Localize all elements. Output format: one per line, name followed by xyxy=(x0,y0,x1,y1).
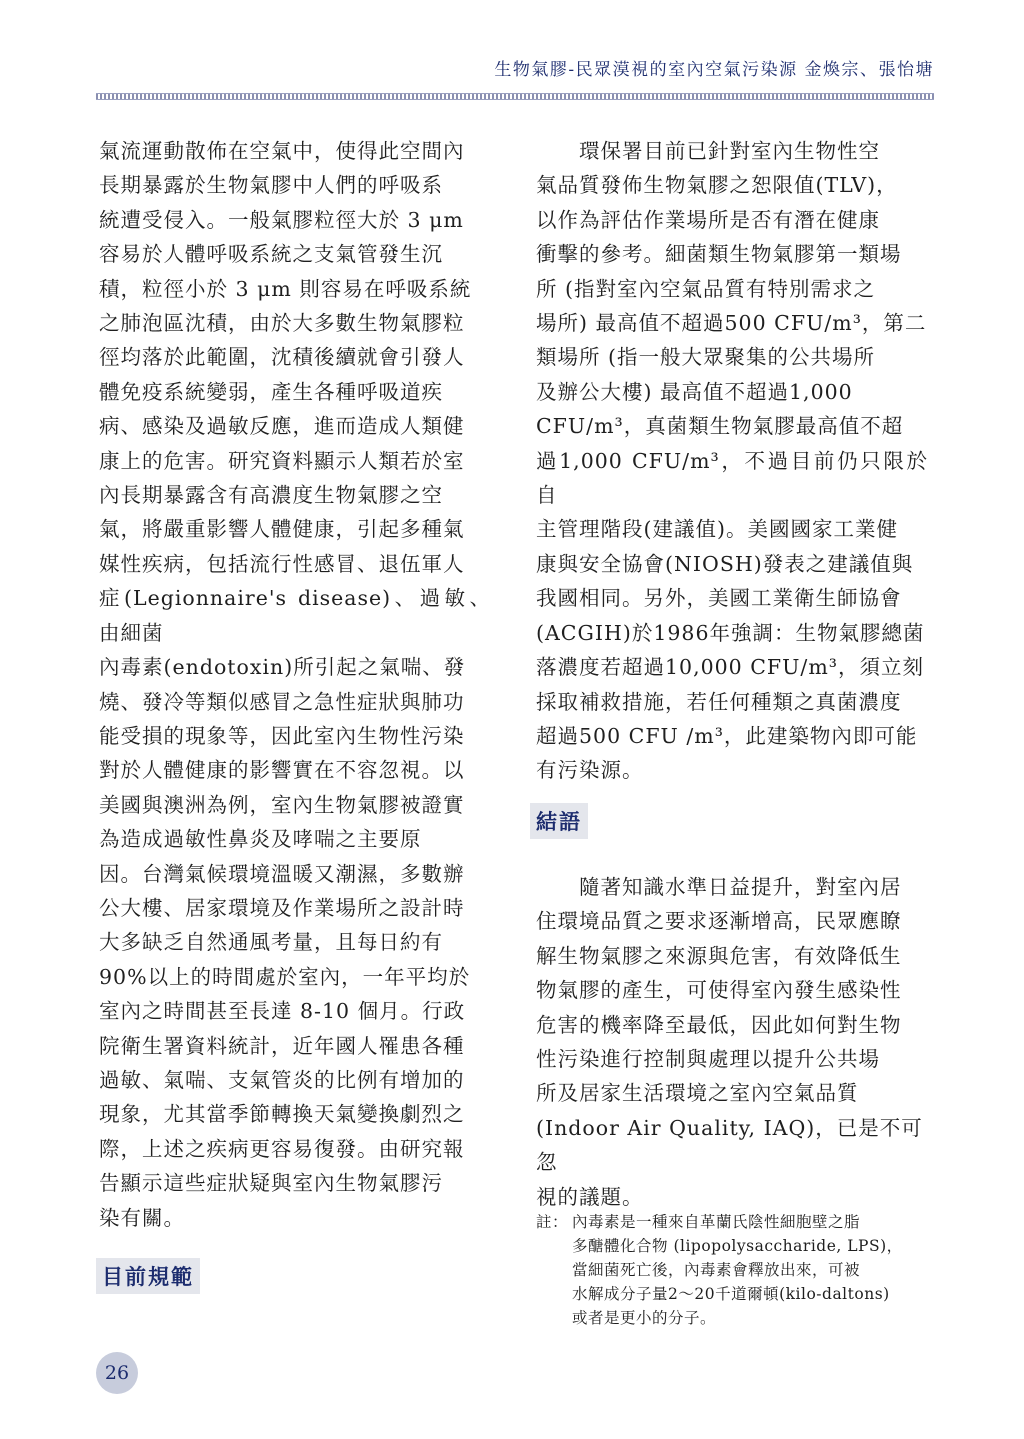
footnote-label: 註： xyxy=(536,1213,569,1231)
right-column xyxy=(536,134,928,788)
running-header: 生物氣膠-民眾漠視的室內空氣污染源 金煥宗、張怡塘 xyxy=(494,60,934,80)
header-divider xyxy=(96,93,934,100)
footnote xyxy=(536,1210,936,1330)
page-number: 26 xyxy=(104,1362,130,1384)
right-column-body: 環保署目前已針對室內生物性空 氣品質發佈生物氣膠之恕限值(TLV)， 以作為評估作業場所是否有潛在健康 衝擊的參考。細菌類生物氣膠第一類場 所 (指對室內空氣品質有特別需求之 場所) 最高值不超過500 CFU/m³，第二 類場所 (指一般大眾聚集的公共場所 及辦公大樓) 最高值不超過1,000 CFU/m³，真菌類生物氣膠最高值不超 過1,000 CFU/m³，不過目前仍只限於自 主管理階段(建議值)。美國國家工業健 康與安全協會(NIOSH)發表之建議值與 我國相同。另外，美國工業衛生師協會 (ACGIH)於1986年強調：生物氣膠總菌 落濃度若超過10,000 CFU/m³，須立刻 採取補救措施，若任何種類之真菌濃度 超過500 CFU /m³，此建築物內即可能 有污染源。 xyxy=(536,139,928,783)
left-column-body: 氣流運動散佈在空氣中，使得此空間內 長期暴露於生物氣膠中人們的呼吸系 統遭受侵入。一般氣膠粒徑大於 3 μm 容易於人體呼吸系統之支氣管發生沉 積，粒徑小於 3 μm 則容易在呼吸系統 之肺泡區沈積，由於大多數生物氣膠粒 徑均落於此範圍，沈積後續就會引發人 體免疫系統變弱，產生各種呼吸道疾 病、感染及過敏反應，進而造成人類健 康上的危害。研究資料顯示人類若於室 內長期暴露含有高濃度生物氣膠之空 氣，將嚴重影響人體健康，引起多種氣 媒性疾病，包括流行性感冒、退伍軍人 症(Legionnaire's disease)、過敏、由細菌 內毒素(endotoxin)所引起之氣喘、發 燒、發冷等類似感冒之急性症狀與肺功 能受損的現象等，因此室內生物性污染 對於人體健康的影響實在不容忽視。以 美國與澳洲為例，室內生物氣膠被證實 為造成過敏性鼻炎及哮喘之主要原 因。台灣氣候環境溫暖又潮濕，多數辦 公大樓、居家環境及作業場所之設計時 大多缺乏自然通風考量，且每日約有 90%以上的時間處於室內，一年平均於 室內之時間甚至長達 8-10 個月。行政 院衛生署資料統計，近年國人罹患各種 過敏、氣喘、支氣管炎的比例有增加的 現象，尤其當季節轉換天氣變換劇烈之 際，上述之疾病更容易復發。由研究報 告顯示這些症狀疑與室內生物氣膠污 染有關。 xyxy=(99,139,491,1230)
section-heading-conclusion: 結語 xyxy=(530,803,588,839)
conclusion-body: 隨著知識水準日益提升，對室內居 住環境品質之要求逐漸增高，民眾應瞭 解生物氣膠之來源與危害，有效降低生 物氣膠的產生，可使得室內發生感染性 危害的機率降至最低，因此如何對生物 性污染進行控制與處理以提升公共場 所及居家生活環境之室內空氣品質 (Indoor Air Quality, IAQ)，已是不可忽 視的議題。 xyxy=(536,875,923,1209)
page-number-badge xyxy=(96,1352,138,1394)
left-column xyxy=(99,134,491,1235)
footnote-text: 內毒素是一種來自革蘭氏陰性細胞壁之脂 多醣體化合物 (lipopolysaccharide, LPS)， 當細菌死亡後，內毒素會釋放出來，可被 水解成分子量2～20千道爾頓(kilo-daltons) 或者是更小的分子。 xyxy=(572,1213,903,1327)
section-heading-regulation: 目前規範 xyxy=(96,1258,200,1294)
